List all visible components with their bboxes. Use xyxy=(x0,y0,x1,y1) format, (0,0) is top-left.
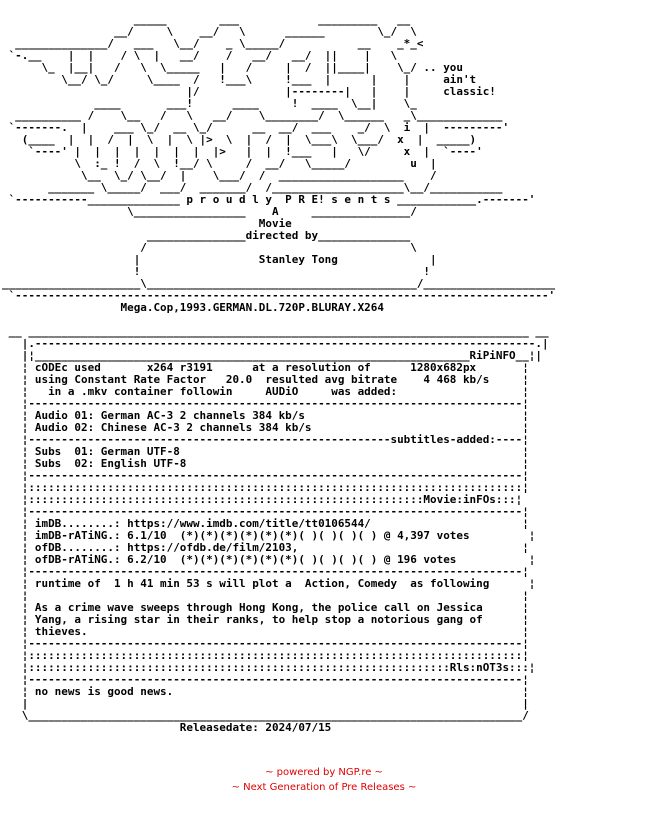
nfo-line: | Stanley Tong | xyxy=(2,253,437,266)
nfo-line: __________ / \__ / \ __/ \________/ \______ _\_____________ xyxy=(2,109,503,122)
nfo-line: ¦-------------------------------------------------------subtitles-added:----¦ xyxy=(2,433,529,446)
nfo-line: ______________/ ___ \__/ _ \_____/ __ _*_< xyxy=(2,37,424,50)
nfo-line: \_________________ A _______________/ xyxy=(2,205,417,218)
nfo-line: Movie xyxy=(2,217,292,230)
nfo-line: \__/ \_/ \____ / !___\ !___ | | | ain't xyxy=(2,73,477,86)
nfo-line: `---------------------------------------------------------------------------------' xyxy=(2,289,556,302)
nfo-line: __/ \ __/ \ ______ \_/ \ xyxy=(2,25,417,38)
nfo-line: ¦---------------------------------------------------------------------------¦ xyxy=(2,673,529,686)
nfo-line: ! ! xyxy=(2,265,431,278)
nfo-line: ¦::::::::::::::::::::::::::::::::::::::::::::::::::::::::::::Movie:inFOs:::¦ xyxy=(2,493,523,506)
nfo-line: ¦:::::::::::::::::::::::::::::::::::::::::::::::::::::::::::::::::::::::::::¦ xyxy=(2,649,529,662)
nfo-line: ¦ Subs 01: German UTF-8 ¦ xyxy=(2,445,529,458)
nfo-line: _____________________\_________________________________________/____________________ xyxy=(2,277,556,290)
nfo-line: Mega.Cop,1993.GERMAN.DL.720P.BLURAY.X264 xyxy=(2,301,384,314)
nfo-line: \___________________________________________________________________________/ xyxy=(2,709,529,722)
nfo-line: ¦ no news is good news. ¦ xyxy=(2,685,529,698)
nfo-line: ¦::::::::::::::::::::::::::::::::::::::::::::::::::::::::::::::::Rls:nOT3s:::¦ xyxy=(2,661,536,674)
nfo-line: ¦ using Constant Rate Factor 20.0 resulted avg bitrate 4 468 kb/s ¦ xyxy=(2,373,529,386)
nfo-line: `-------. | ___ \_/ __ \_/ __ __/ ___ _/ \ i | ---------' xyxy=(2,121,510,134)
nfo-line: `----' | | | | | | | |> | | !___ | \/ x | `----' xyxy=(2,145,483,158)
nfo-line: _______________directed by______________ xyxy=(2,229,411,242)
tagline-text: ~ Next Generation of Pre Releases ~ xyxy=(231,782,417,793)
nfo-line: ¦ thieves. ¦ xyxy=(2,625,529,638)
nfo-line: \ :_ ! / \ !__/ \ / __/ \_____/ u | xyxy=(2,157,437,170)
nfo-line: ¦---------------------------------------------------------------------------¦ xyxy=(2,565,529,578)
nfo-text-block xyxy=(2,14,555,734)
nfo-line: _______ \_____/ ___/ _______/ /____________________\__/___________ xyxy=(2,181,503,194)
nfo-line: ¦:::::::::::::::::::::::::::::::::::::::::::::::::::::::::::::::::::::::::::¦ xyxy=(2,481,529,494)
nfo-line: ¦ imDB-rATiNG.: 6.1/10 (*)(*)(*)(*)(*)(*)( )( )( )( ) @ 4,397 votes ¦ xyxy=(2,529,536,542)
nfo-line: ¦ Audio 01: German AC-3 2 channels 384 kb/s ¦ xyxy=(2,409,529,422)
nfo-line: Releasedate: 2024/07/15 xyxy=(2,721,332,734)
nfo-line: / \ xyxy=(2,241,417,254)
nfo-line: ¦---------------------------------------------------------------------------¦ xyxy=(2,505,529,518)
nfo-line: ¦ ofDB-rATiNG.: 6.2/10 (*)(*)(*)(*)(*)(*)( )( )( )( ) @ 196 votes ¦ xyxy=(2,553,536,566)
nfo-line: ¦ Yang, a rising star in their ranks, to help stop a notorious gang of ¦ xyxy=(2,613,529,626)
nfo-line: ¦ ofDB........: https://ofdb.de/film/2103, ¦ xyxy=(2,541,529,554)
nfo-line: ¦ ¦ xyxy=(2,589,529,602)
powered-by-text: ~ powered by NGP.re ~ xyxy=(265,767,383,778)
nfo-line: ¦---------------------------------------------------------------------------¦ xyxy=(2,637,529,650)
nfo-line: __ ____________________________________________________________________________ __ xyxy=(2,325,549,338)
nfo-line: _____ ___ _________ __ xyxy=(2,13,417,26)
nfo-line: ¦---------------------------------------------------------------------------¦ xyxy=(2,469,529,482)
nfo-line: ¦ cODEc used x264 r3191 at a resolution of 1280x682px ¦ xyxy=(2,361,529,374)
nfo-line: \_ |__| / \ \_____ | / | / ||____| \_/ .. you xyxy=(2,61,463,74)
nfo-line: ¦ As a crime wave sweeps through Hong Kong, the police call on Jessica ¦ xyxy=(2,601,529,614)
nfo-line: ¦ runtime of 1 h 41 min 53 s will plot a Action, Comedy as following ¦ xyxy=(2,577,536,590)
nfo-line: ____ ___! ____ ! ____ \__| \_ xyxy=(2,97,417,110)
nfo-line: | | xyxy=(2,697,529,710)
footer xyxy=(0,765,648,795)
nfo-line: ¦ imDB........: https://www.imdb.com/title/tt0106544/ ¦ xyxy=(2,517,529,530)
nfo-line: |/ |--------| | | classic! xyxy=(2,85,496,98)
nfo-line: ¦---------------------------------------------------------------------------¦ xyxy=(2,397,529,410)
nfo-line: `-.__ | | / \ | __/ / __/ __/ || | \ xyxy=(2,49,424,62)
nfo-line: (____ | | / | \ | \ |> \ | / | \___\ \___/ x | _____) xyxy=(2,133,477,146)
nfo-line: ¦ in a .mkv container followin AUDiO was added: ¦ xyxy=(2,385,529,398)
nfo-line: ¦ Audio 02: Chinese AC-3 2 channels 384 kb/s ¦ xyxy=(2,421,529,434)
nfo-line: `-----------______________ p r o u d l y P R E! s e n t s ____________.-------' xyxy=(2,193,536,206)
nfo-line: |.----------------------------------------------------------------------------.| xyxy=(2,337,549,350)
nfo-line: |¦__________________________________________________________________RiPiNFO__¦| xyxy=(2,349,542,362)
nfo-line: \__ \_/ \__/ | \___/ / ___________________ / xyxy=(2,169,437,182)
nfo-line: ¦ Subs 02: English UTF-8 ¦ xyxy=(2,457,529,470)
